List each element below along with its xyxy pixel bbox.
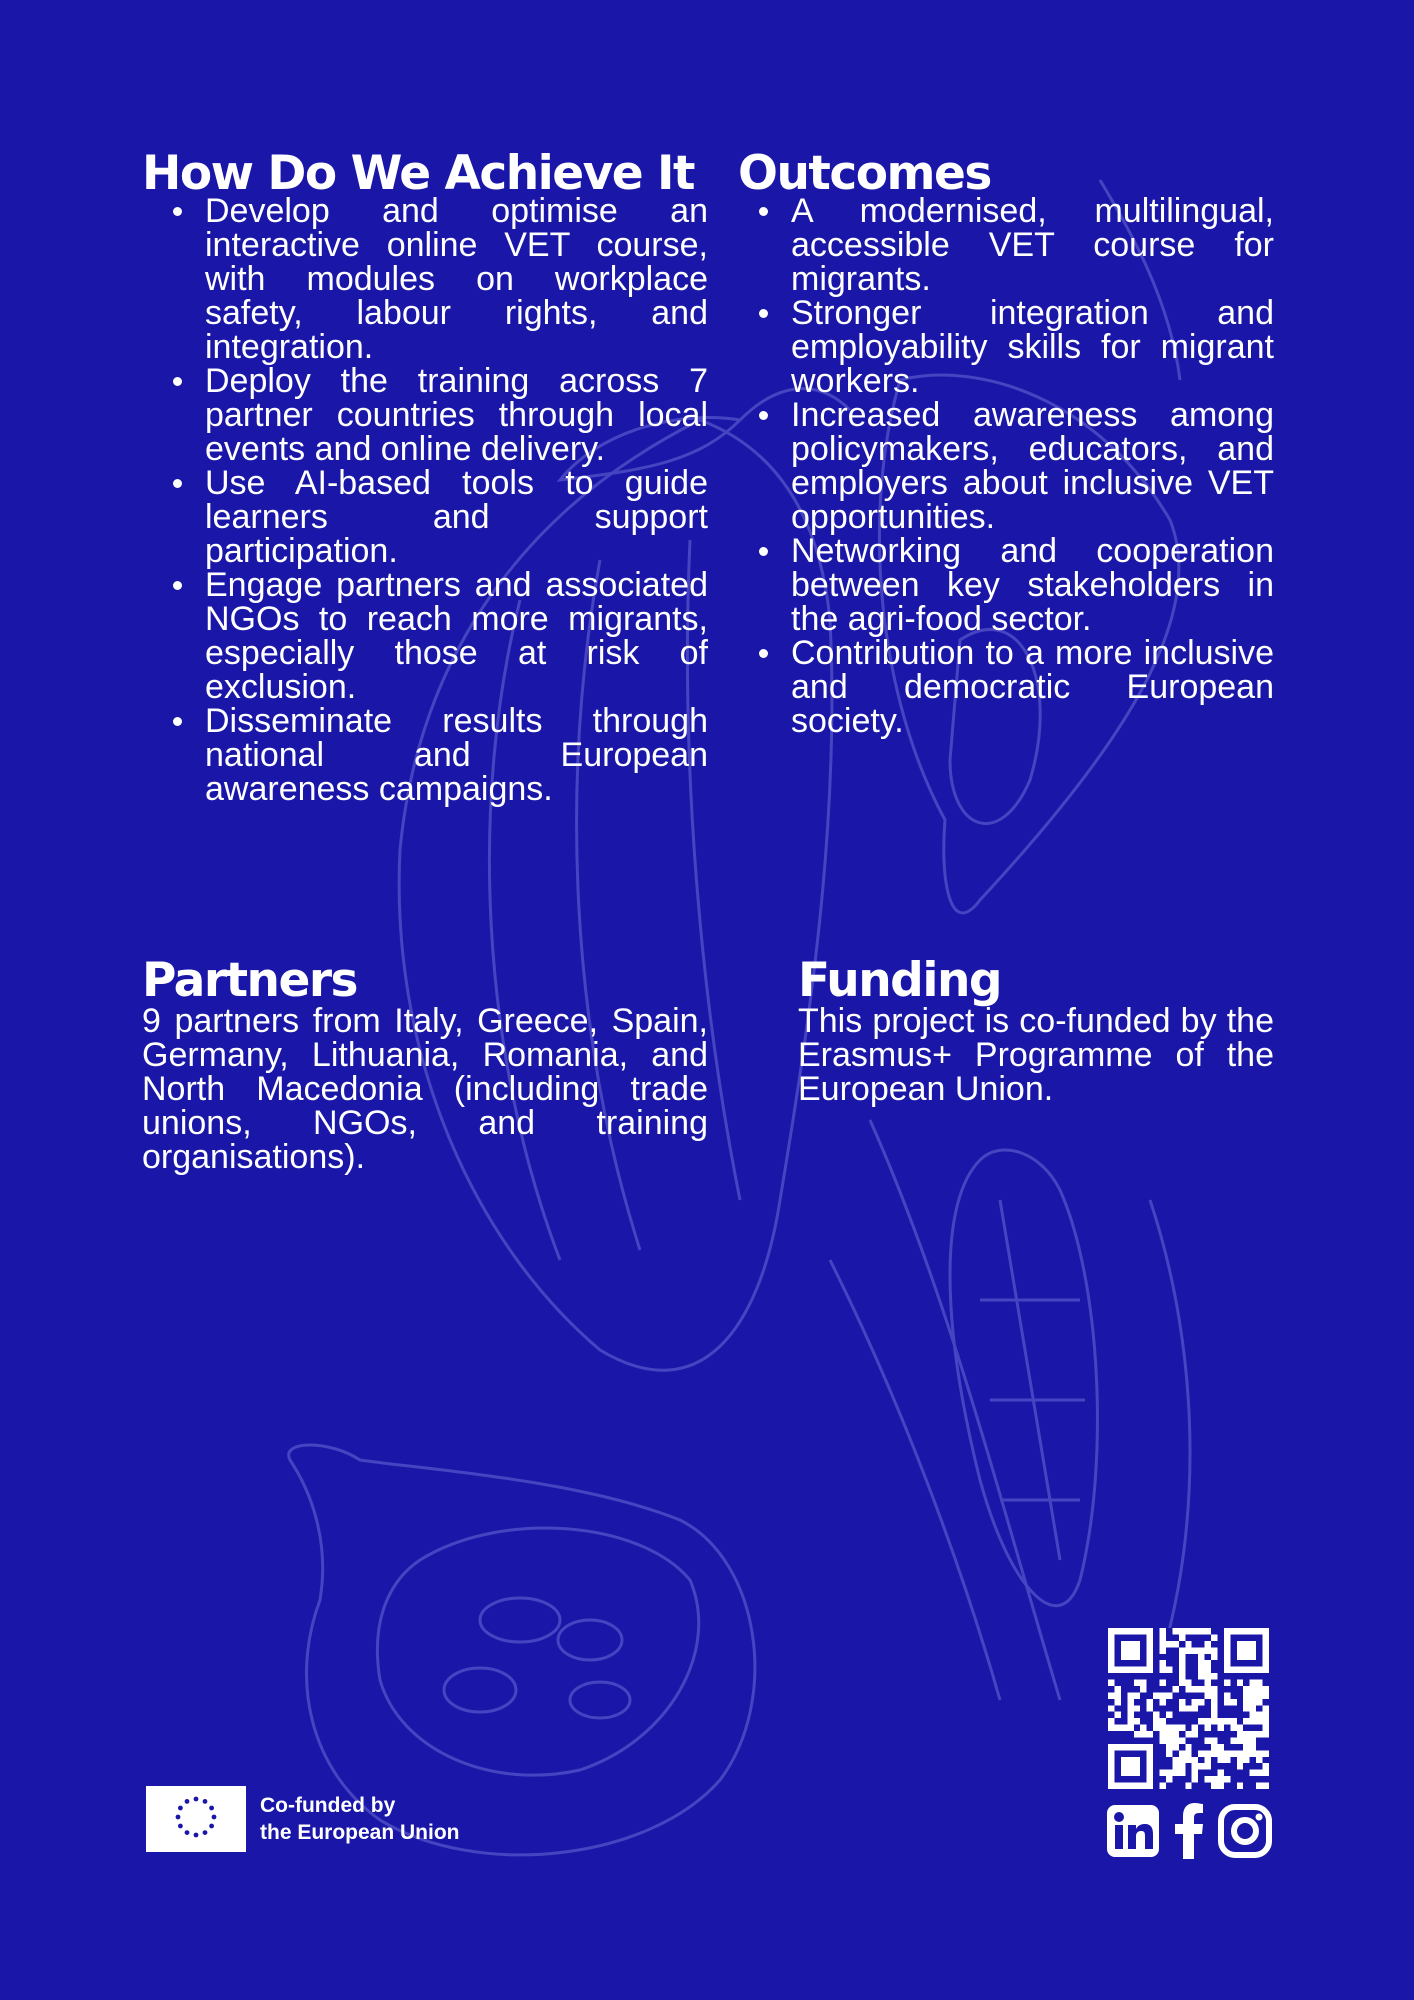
facebook-icon[interactable] xyxy=(1174,1803,1204,1859)
linkedin-icon[interactable] xyxy=(1106,1803,1160,1859)
partners-text: 9 partners from Italy, Greece, Spain, Germany, Lithuania, Romania, and North Macedonia (including trade unions, NGOs, and training organisations). xyxy=(142,1002,708,1176)
eu-cofunded-line1: Co-funded by xyxy=(260,1794,396,1817)
outcomes-list xyxy=(729,194,1274,738)
outcomes-item: Contribution to a more inclusive and democratic European society. xyxy=(791,634,1274,740)
instagram-icon[interactable] xyxy=(1217,1803,1273,1859)
outcomes-item: Increased awareness among policymakers, educators, and employers about inclusive VET opportunities. xyxy=(791,396,1274,536)
achieve-item: Use AI-based tools to guide learners and support participation. xyxy=(205,464,708,570)
eu-flag-icon xyxy=(146,1786,246,1852)
outcomes-title: Outcomes xyxy=(738,146,991,201)
achieve-item: Disseminate results through national and European awareness campaigns. xyxy=(205,702,708,808)
outcomes-item: A modernised, multilingual, accessible VET course for migrants. xyxy=(791,192,1274,298)
qr-code[interactable] xyxy=(1108,1628,1269,1789)
eu-cofunded-text xyxy=(260,1792,460,1846)
eu-cofunded-logo xyxy=(146,1786,460,1852)
outcomes-item: Networking and cooperation between key stakeholders in the agri-food sector. xyxy=(791,532,1274,638)
achieve-item: Deploy the training across 7 partner countries through local events and online delivery. xyxy=(205,362,708,468)
achieve-title: How Do We Achieve It xyxy=(142,146,694,201)
achieve-item: Engage partners and associated NGOs to reach more migrants, especially those at risk of exclusion. xyxy=(205,566,708,706)
funding-title: Funding xyxy=(798,953,1002,1008)
partners-title: Partners xyxy=(142,953,358,1008)
outcomes-item: Stronger integration and employability skills for migrant workers. xyxy=(791,294,1274,400)
achieve-item: Develop and optimise an interactive online VET course, with modules on workplace safety, labour rights, and integration. xyxy=(205,192,708,366)
eu-cofunded-line2: the European Union xyxy=(260,1821,460,1844)
funding-text: This project is co-funded by the Erasmus+ Programme of the European Union. xyxy=(798,1002,1274,1108)
achieve-list xyxy=(143,194,708,806)
